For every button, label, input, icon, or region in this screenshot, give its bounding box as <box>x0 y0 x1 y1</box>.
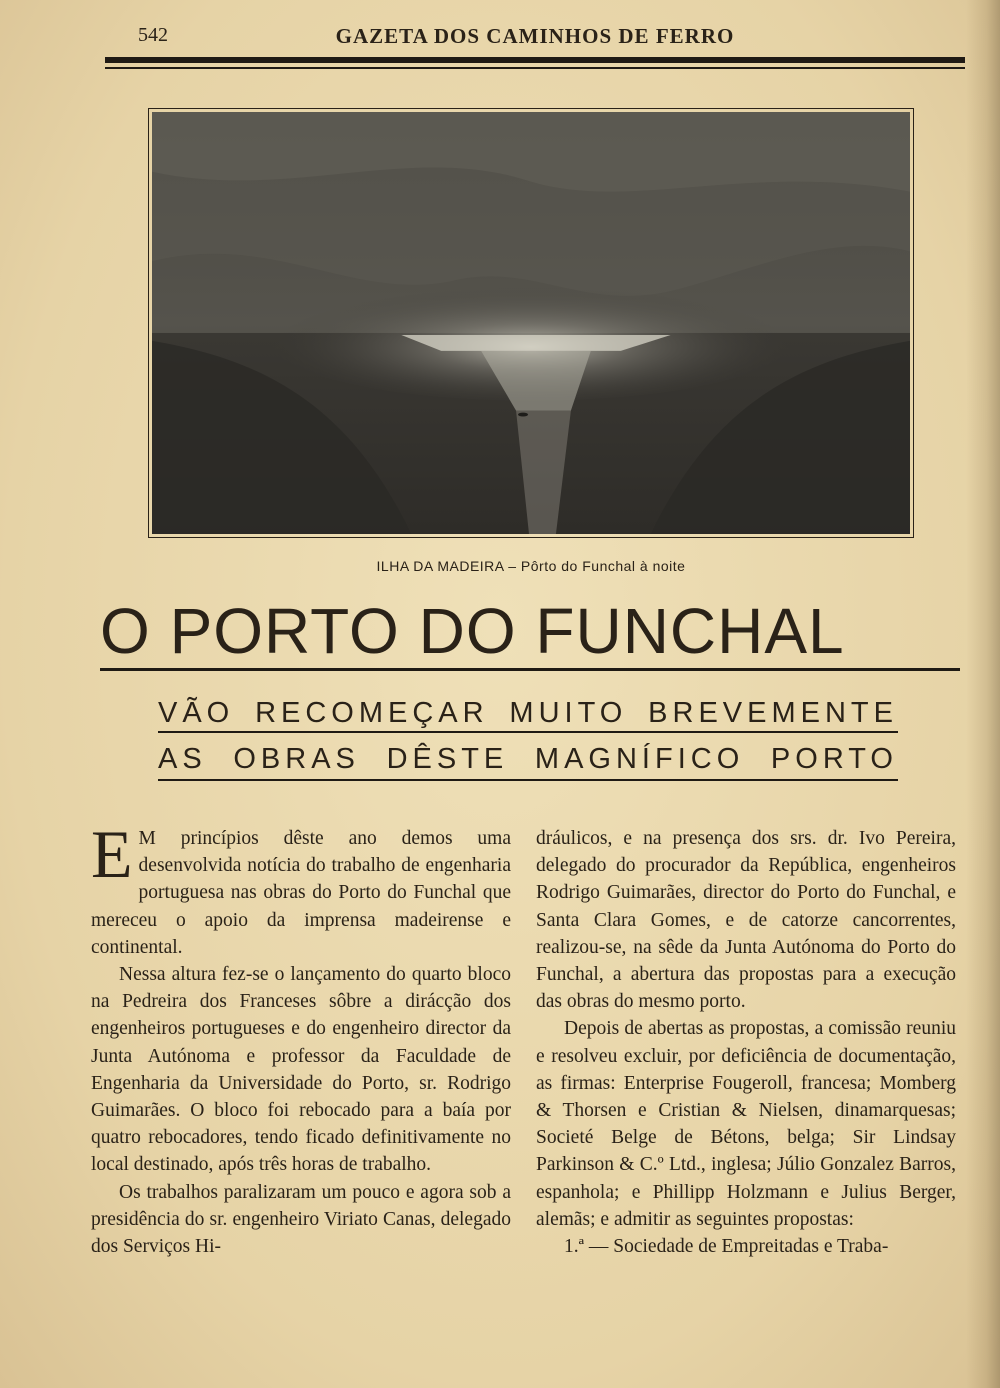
header-rule-thick <box>105 57 965 63</box>
running-header <box>105 22 965 52</box>
article-title: O PORTO DO FUNCHAL <box>100 595 845 667</box>
page-number: 542 <box>138 24 168 46</box>
subtitle-line-1: VÃO RECOMEÇAR MUITO BREVEMENTE <box>158 697 898 729</box>
subtitle-underline-1 <box>158 731 898 733</box>
right-column <box>536 825 956 1260</box>
paragraph: Depois de abertas as propostas, a comissão reuniu e resolveu excluir, por deficiência de documentação, as firmas: Enterprise Fougeroll, francesa; Momberg & Thorsen e Cristian & Nielsen, dinamarquesas; Societé Belge de Bétons, belga; Sir Lindsay Parkinson & C.º Ltd., inglesa; Júlio Gonzalez Barros, espanhola; e Phillipp Holzmann e Julius Berger, alemãs; e admitir as seguintes propostas: <box>536 1018 956 1230</box>
photo-frame <box>148 108 914 538</box>
drop-cap: E <box>91 816 133 892</box>
night-harbour-photo <box>152 112 910 534</box>
paragraph: 1.ª — Sociedade de Empreitadas e Traba- <box>564 1236 889 1258</box>
left-column <box>91 816 511 1260</box>
paragraph-text: M princípios dêste ano demos uma desenvolvida notícia do trabalho de engenharia portuguesa nas obras do Porto do Funchal que mereceu o apoio da imprensa madeirense e continental. <box>91 828 511 958</box>
paragraph: Os trabalhos paralizaram um pouco e agora sob a presidência do sr. engenheiro Viriato Canas, delegado dos Serviços Hi- <box>91 1181 511 1258</box>
photo-caption: ILHA DA MADEIRA – Pôrto do Funchal à noite <box>376 558 686 574</box>
subtitle-line-2: AS OBRAS DÊSTE MAGNÍFICO PORTO <box>158 743 898 775</box>
paragraph <box>91 816 511 961</box>
subtitle-underline-2 <box>158 779 898 781</box>
paragraph: Nessa altura fez-se o lançamento do quarto bloco na Pedreira dos Franceses sôbre a dirácção dos engenheiros portugueses e do engenheiro director da Junta Autónoma e professor da Faculdade de Engenharia da Universidade do Porto, sr. Rodrigo Guimarães. O bloco foi rebocado para a baía por quatro rebocadores, tendo ficado definitivamente no local destinado, após três horas de trabalho. <box>91 964 511 1176</box>
header-rule-thin <box>105 67 965 69</box>
paragraph: dráulicos, e na presença dos srs. dr. Ivo Pereira, delegado do procurador da República, engenheiros Rodrigo Guimarães, director do Porto do Funchal, e Santa Clara Gomes, e de catorze cancorrentes, realizou-se, na sêde da Junta Autónoma do Porto do Funchal, a abertura das propostas para a execução das obras do mesmo porto. <box>536 828 956 1013</box>
binding-shadow <box>966 0 1000 1388</box>
title-underline <box>100 668 960 671</box>
journal-title: GAZETA DOS CAMINHOS DE FERRO <box>335 24 735 48</box>
